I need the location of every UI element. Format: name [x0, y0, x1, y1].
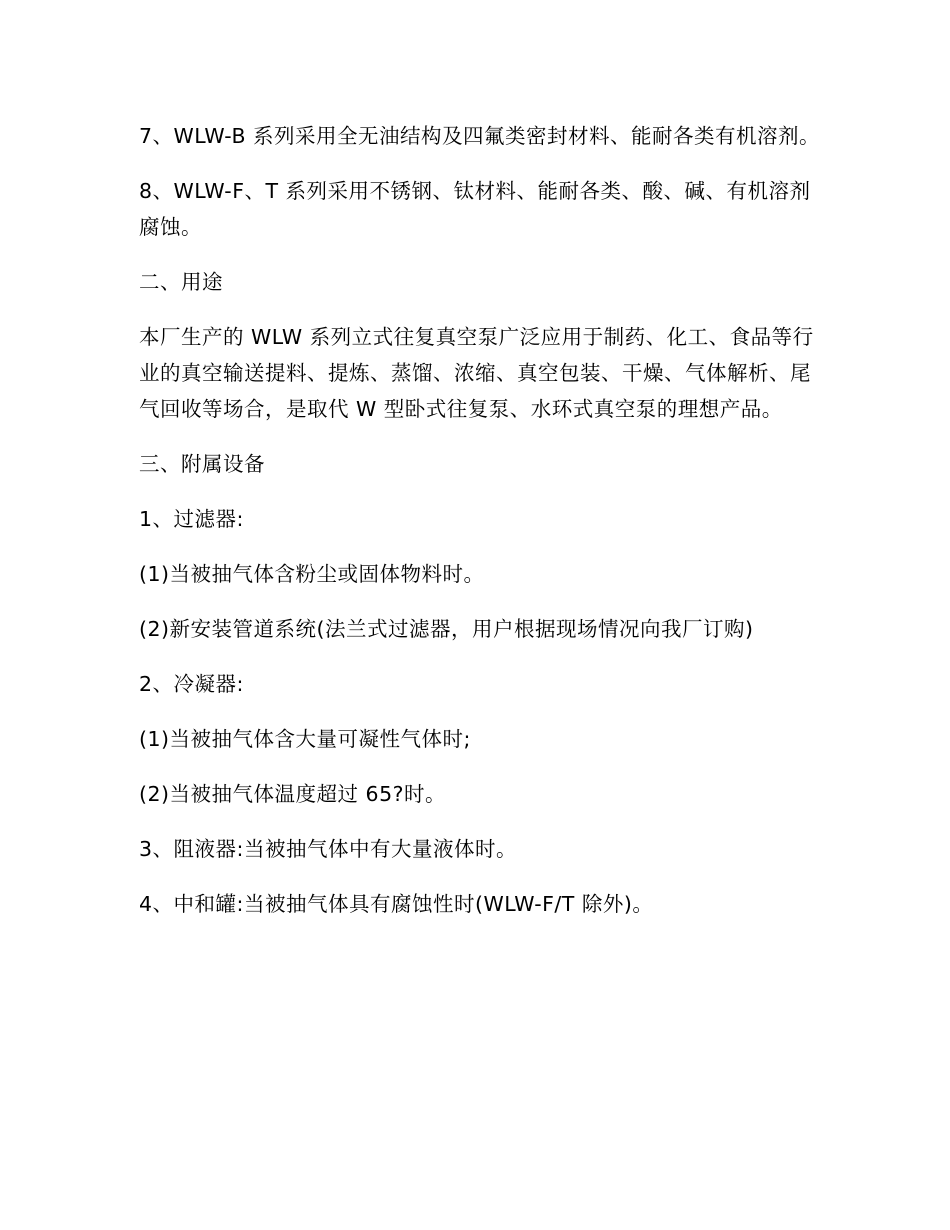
list-item-neutralization-tank: 4、中和罐:当被抽气体具有腐蚀性时(WLW-F/T 除外)。	[139, 892, 654, 916]
section-heading-usage: 二、用途	[139, 270, 223, 294]
paragraph-item-8-wlw-ft: 8、WLW-F、T 系列采用不锈钢、钛材料、能耐各类、酸、碱、有机溶剂腐蚀。	[139, 179, 811, 239]
paragraph-usage-description: 本厂生产的 WLW 系列立式往复真空泵广泛应用于制药、化工、食品等行业的真空输送提料、提炼、蒸馏、浓缩、真空包装、干燥、气体解析、尾气回收等场合，是取代 W 型卧式往复泵、水环式真空泵的理想产品。	[139, 325, 814, 421]
section-heading-accessories: 三、附属设备	[139, 452, 265, 476]
paragraph-item-7-wlw-b: 7、WLW-B 系列采用全无油结构及四氟类密封材料、能耐各类有机溶剂。	[139, 124, 821, 148]
list-item-filter-1: (1)当被抽气体含粉尘或固体物料时。	[139, 562, 485, 586]
list-heading-filter: 1、过滤器:	[139, 507, 244, 531]
list-item-condenser-2: (2)当被抽气体温度超过 65?时。	[139, 782, 447, 806]
list-item-filter-2: (2)新安装管道系统(法兰式过滤器，用户根据现场情况向我厂订购)	[139, 617, 754, 641]
list-item-condenser-1: (1)当被抽气体含大量可凝性气体时;	[139, 727, 471, 751]
list-heading-condenser: 2、冷凝器:	[139, 672, 244, 696]
list-item-liquid-trap: 3、阻液器:当被抽气体中有大量液体时。	[139, 837, 517, 861]
document-body	[139, 118, 829, 941]
